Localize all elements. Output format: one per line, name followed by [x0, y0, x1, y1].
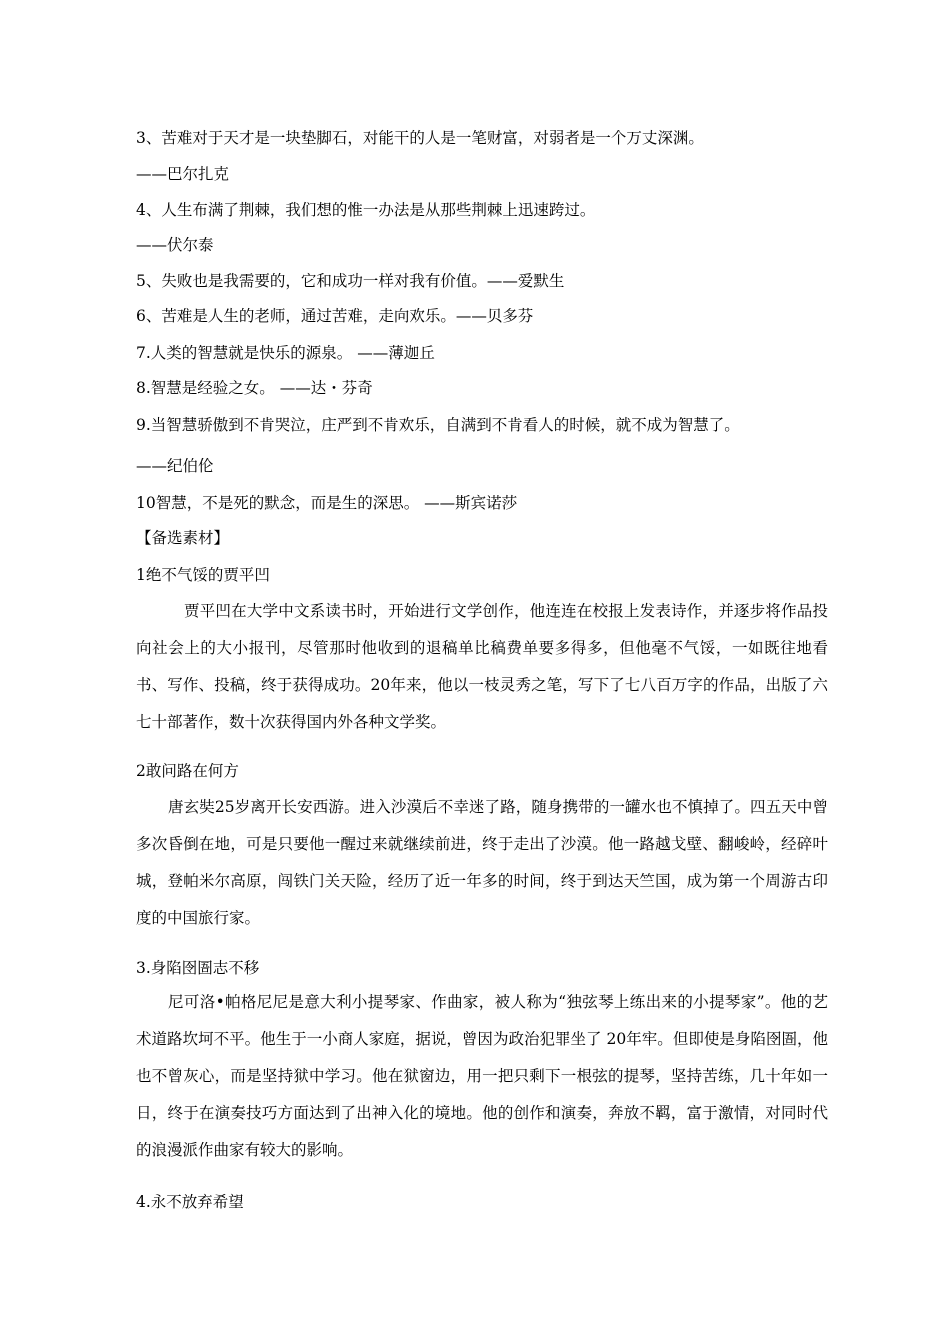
- material-body: 贾平凹在大学中文系读书时，开始进行文学创作，他连连在校报上发表诗作，并逐步将作品投向社会上的大小报刊，尽管那时他收到的退稿单比稿费单要多得多，但他毫不气馁，一如既往地看书、写作、投稿，终于获得成功。20年来，他以一枝灵秀之笔，写下了七八百万字的作品，出版了六七十部著作，数十次获得国内外各种文学奖。: [136, 602, 828, 731]
- material-title: 1绝不气馁的贾平凹: [136, 566, 270, 584]
- quote-author: ——纪伯伦: [136, 457, 214, 475]
- material-title: 4.永不放弃希望: [136, 1193, 244, 1211]
- quote-line: 4、人生布满了荆棘，我们想的惟一办法是从那些荆棘上迅速跨过。: [136, 201, 596, 219]
- quote-line: 8.智慧是经验之女。 ——达・芬奇: [136, 379, 373, 397]
- quote-line: 5、失败也是我需要的，它和成功一样对我有价值。——爱默生: [136, 272, 565, 290]
- quote-line: 9.当智慧骄傲到不肯哭泣，庄严到不肯欢乐，自满到不肯看人的时候，就不成为智慧了。: [136, 416, 740, 434]
- quote-author: ——伏尔泰: [136, 236, 214, 254]
- material-body: 尼可洛•帕格尼尼是意大利小提琴家、作曲家，被人称为“独弦琴上练出来的小提琴家”。他的艺术道路坎坷不平。他生于一小商人家庭，据说，曾因为政治犯罪坐了 20年牢。但即使是身陷囹圄，他也不曾灰心，而是坚持狱中学习。他在狱窗边，用一把只剩下一根弦的提琴，坚持苦练，几十年如一日，终于在演奏技巧方面达到了出神入化的境地。他的创作和演奏，奔放不羁，富于激情，对同时代的浪漫派作曲家有较大的影响。: [136, 993, 828, 1159]
- section-heading: 【备选素材】: [136, 529, 230, 547]
- material-title: 3.身陷囹圄志不移: [136, 959, 260, 977]
- quote-line: 7.人类的智慧就是快乐的源泉。 ——薄迦丘: [136, 344, 435, 362]
- quote-line: 10智慧，不是死的默念，而是生的深思。 ——斯宾诺莎: [136, 494, 518, 512]
- quote-line: 6、苦难是人生的老师，通过苦难，走向欢乐。——贝多芬: [136, 307, 534, 325]
- quote-line: 3、苦难对于天才是一块垫脚石，对能干的人是一笔财富，对弱者是一个万丈深渊。: [136, 129, 704, 147]
- material-title: 2敢问路在何方: [136, 762, 239, 780]
- quote-author: ——巴尔扎克: [136, 165, 230, 183]
- material-body: 唐玄奘25岁离开长安西游。进入沙漠后不幸迷了路，随身携带的一罐水也不慎掉了。四五天中曾多次昏倒在地，可是只要他一醒过来就继续前进，终于走出了沙漠。他一路越戈壁、翻峻岭，经碎叶城，登帕米尔高原，闯铁门关天险，经历了近一年多的时间，终于到达天竺国，成为第一个周游古印度的中国旅行家。: [136, 798, 828, 927]
